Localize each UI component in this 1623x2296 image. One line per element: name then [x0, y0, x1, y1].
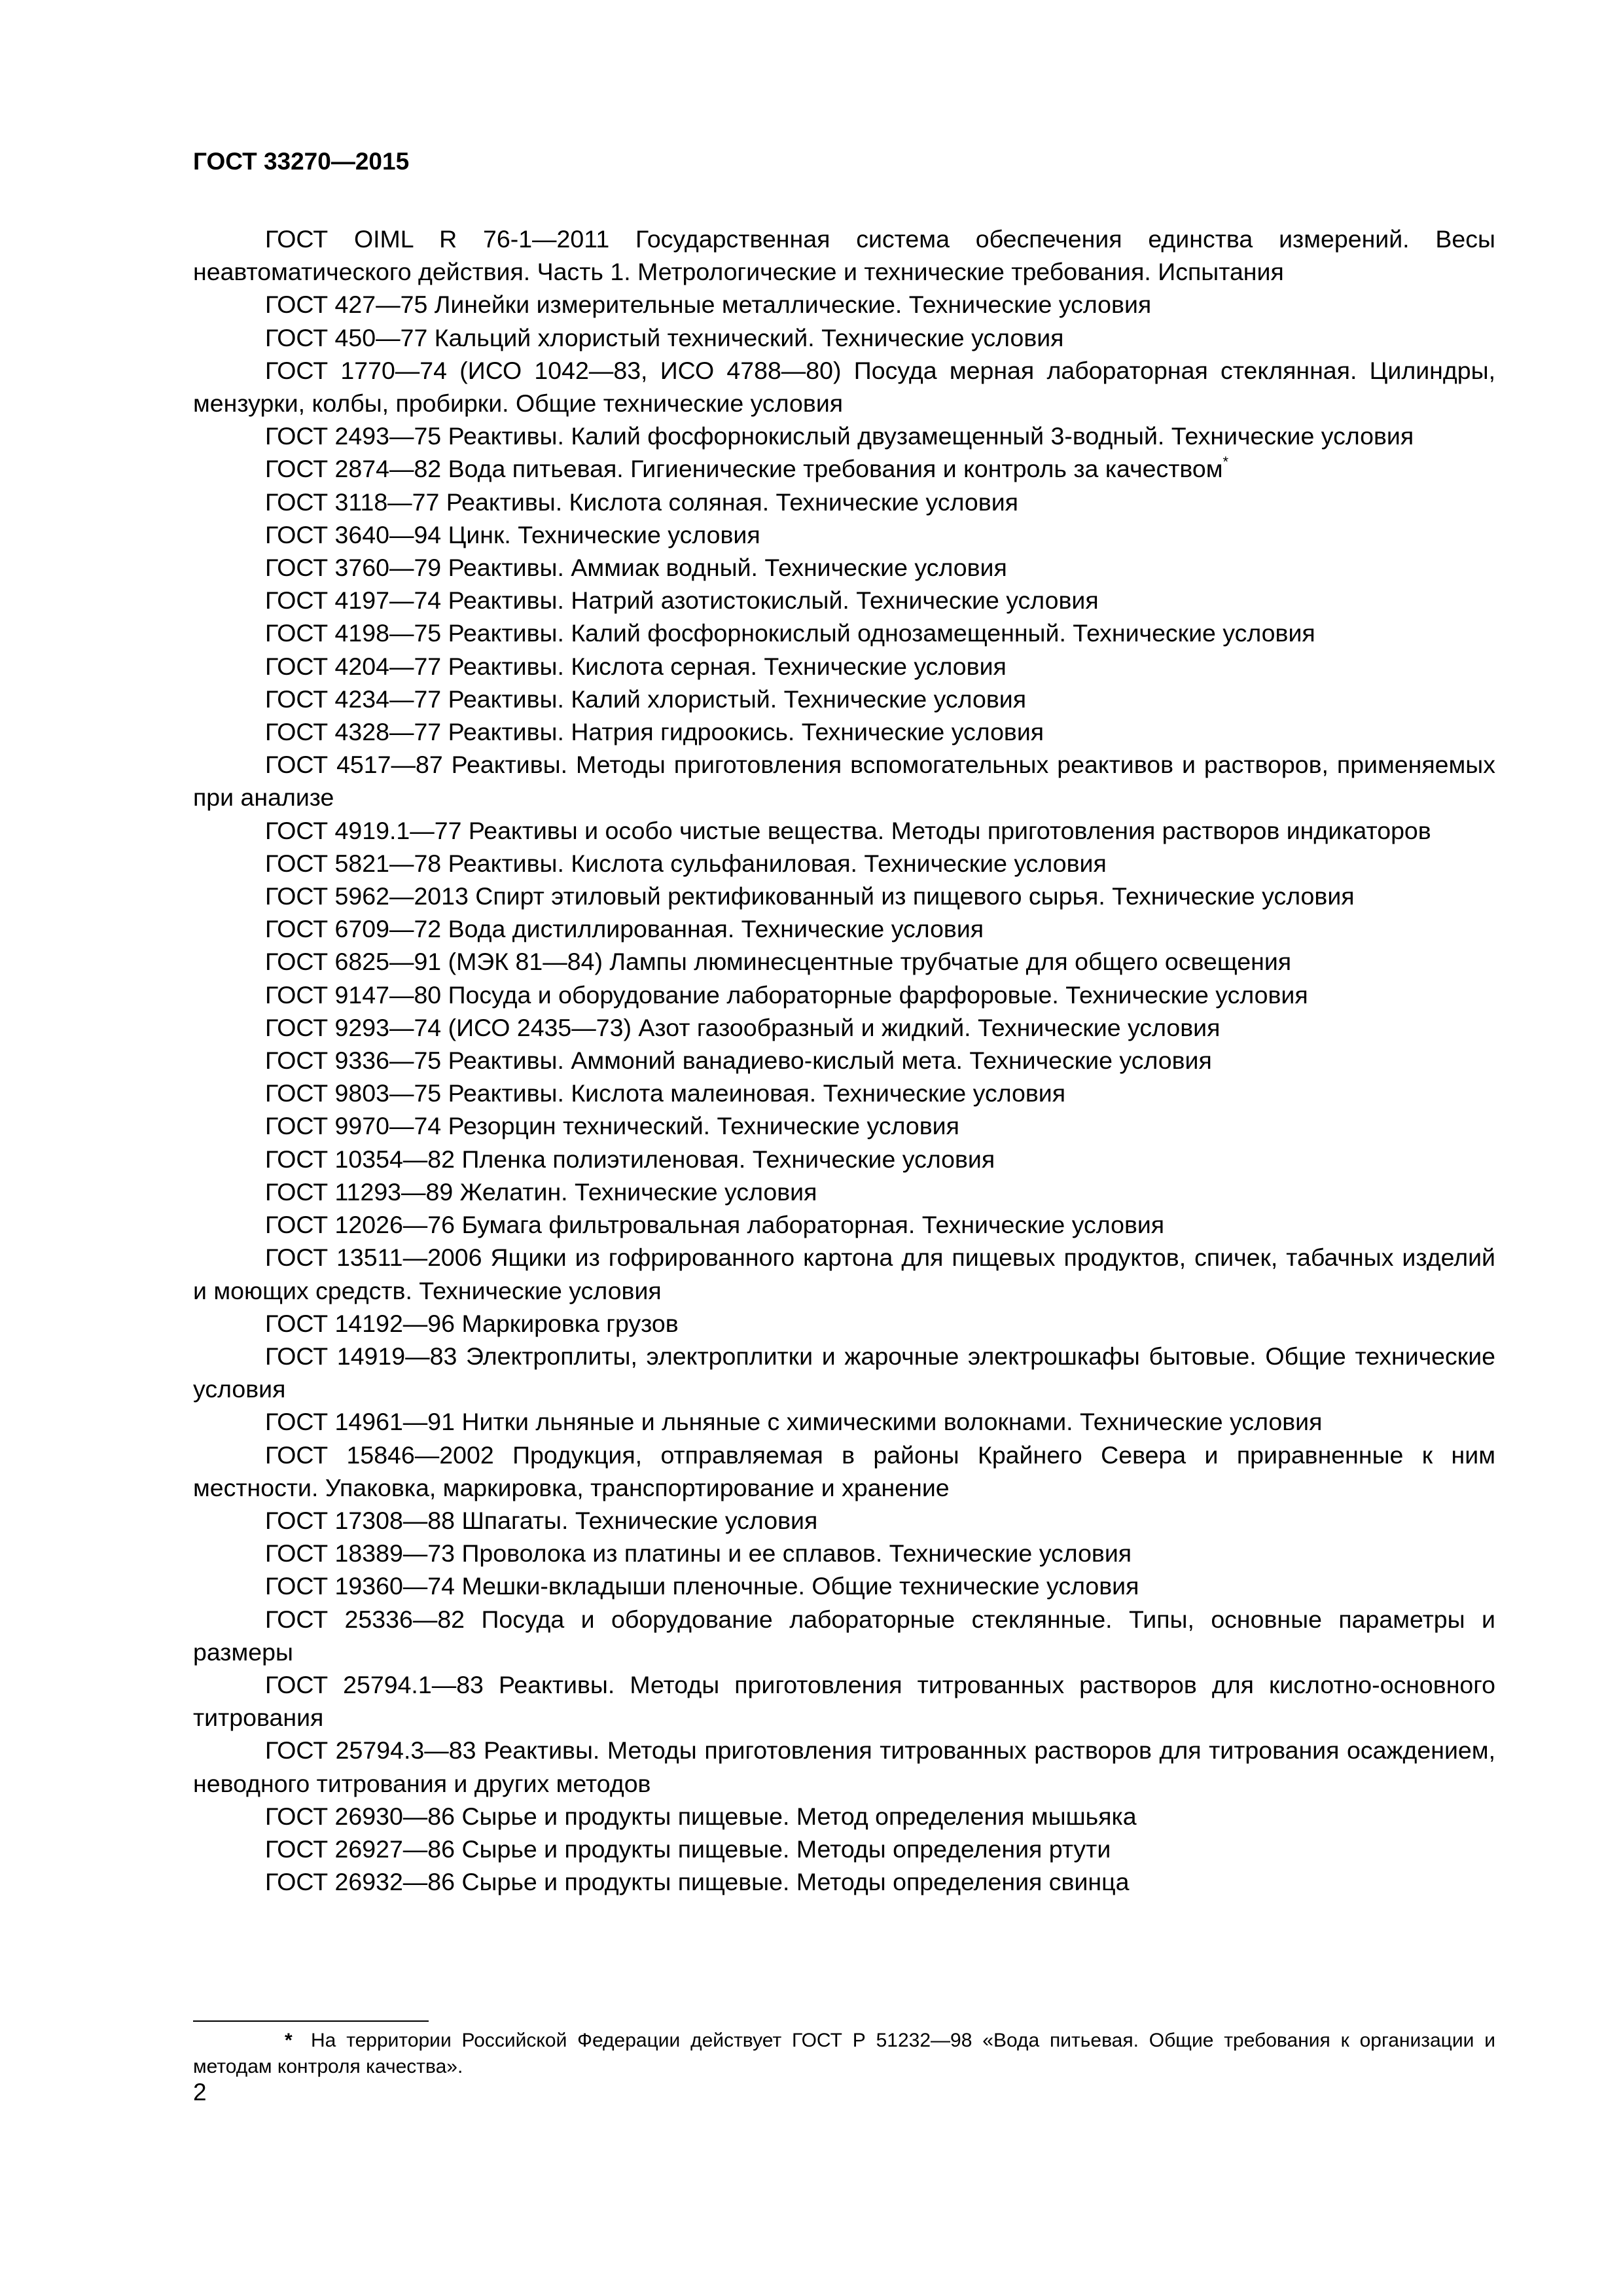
reference-item — [193, 1241, 1495, 1306]
reference-item — [193, 617, 1495, 649]
footnote-divider — [193, 2020, 429, 2022]
footnote — [193, 2028, 1495, 2080]
reference-item — [193, 1175, 1495, 1208]
reference-item — [193, 847, 1495, 880]
footnote-mark: * — [285, 2030, 293, 2051]
reference-item — [193, 584, 1495, 617]
reference-item — [193, 452, 1495, 485]
reference-text: ГОСТ 14919—83 Электроплиты, электроплитки и жарочные электрошкафы бытовые. Общие технические условия — [193, 1342, 1495, 1403]
reference-item — [193, 912, 1495, 945]
reference-item — [193, 223, 1495, 288]
reference-item — [193, 814, 1495, 847]
reference-text: ГОСТ 5962—2013 Спирт этиловый ректификованный из пищевого сырья. Технические условия — [265, 882, 1355, 910]
reference-text: ГОСТ 14961—91 Нитки льняные и льняные с химическими волокнами. Технические условия — [265, 1408, 1323, 1436]
reference-text: ГОСТ 25794.1—83 Реактивы. Методы приготовления титрованных растворов для кислотно-основного титрования — [193, 1670, 1495, 1732]
reference-text: ГОСТ 25336—82 Посуда и оборудование лабораторные стеклянные. Типы, основные параметры и размеры — [193, 1605, 1495, 1666]
reference-item — [193, 321, 1495, 354]
reference-item — [193, 1077, 1495, 1109]
reference-item — [193, 354, 1495, 420]
reference-item — [193, 1504, 1495, 1537]
reference-text: ГОСТ 4204—77 Реактивы. Кислота серная. Технические условия — [265, 652, 1007, 680]
reference-text: ГОСТ 14192—96 Маркировка грузов — [265, 1309, 679, 1337]
reference-item — [193, 1143, 1495, 1175]
reference-text: ГОСТ 9336—75 Реактивы. Аммоний ванадиево-кислый мета. Технические условия — [265, 1047, 1212, 1075]
reference-text: ГОСТ 450—77 Кальций хлористый технический. Технические условия — [265, 323, 1064, 351]
reference-text: ГОСТ 2874—82 Вода питьевая. Гигиенические требования и контроль за качеством — [265, 455, 1223, 483]
reference-item — [193, 1208, 1495, 1241]
reference-item — [193, 1340, 1495, 1405]
reference-item — [193, 978, 1495, 1011]
reference-item — [193, 1439, 1495, 1504]
reference-text: ГОСТ 11293—89 Желатин. Технические условия — [265, 1177, 817, 1206]
reference-text: ГОСТ 26930—86 Сырье и продукты пищевые. Метод определения мышьяка — [265, 1802, 1137, 1830]
reference-text: ГОСТ OIML R 76-1—2011 Государственная система обеспечения единства измерений. Весы неавтоматического действия. Часть 1. Метрологические и технические требования. Испытания — [193, 225, 1495, 286]
reference-text: ГОСТ 3640—94 Цинк. Технические условия — [265, 520, 760, 548]
reference-text: ГОСТ 25794.3—83 Реактивы. Методы приготовления титрованных растворов для титрования осаждением, неводного титрования и других методов — [193, 1736, 1495, 1797]
reference-text: ГОСТ 4197—74 Реактивы. Натрий азотистокислый. Технические условия — [265, 586, 1099, 615]
reference-item — [193, 1307, 1495, 1340]
reference-item — [193, 683, 1495, 715]
reference-text: ГОСТ 2493—75 Реактивы. Калий фосфорнокислый двузамещенный 3-водный. Технические условия — [265, 422, 1414, 450]
reference-text: ГОСТ 9970—74 Резорцин технический. Технические условия — [265, 1112, 959, 1140]
reference-item — [193, 1044, 1495, 1077]
footnote-reference-mark: * — [1222, 454, 1229, 471]
reference-item — [193, 1011, 1495, 1044]
reference-text: ГОСТ 5821—78 Реактивы. Кислота сульфаниловая. Технические условия — [265, 849, 1107, 877]
reference-text: ГОСТ 3760—79 Реактивы. Аммиак водный. Технические условия — [265, 554, 1007, 582]
reference-item — [193, 748, 1495, 814]
reference-item — [193, 1668, 1495, 1734]
document-header: ГОСТ 33270—2015 — [193, 148, 410, 175]
reference-text: ГОСТ 12026—76 Бумага фильтровальная лабораторная. Технические условия — [265, 1211, 1165, 1239]
reference-text: ГОСТ 3118—77 Реактивы. Кислота соляная. Технические условия — [265, 488, 1018, 516]
reference-item — [193, 288, 1495, 321]
reference-text: ГОСТ 4919.1—77 Реактивы и особо чистые вещества. Методы приготовления растворов индикаторов — [265, 816, 1431, 844]
footnote-text: На территории Российской Федерации действует ГОСТ Р 51232—98 «Вода питьевая. Общие требования к организации и методам контроля качества». — [193, 2030, 1495, 2077]
reference-text: ГОСТ 4198—75 Реактивы. Калий фосфорнокислый однозамещенный. Технические условия — [265, 619, 1315, 647]
reference-item — [193, 715, 1495, 748]
reference-text: ГОСТ 1770—74 (ИСО 1042—83, ИСО 4788—80) Посуда мерная лабораторная стеклянная. Цилиндры, мензурки, колбы, пробирки. Общие технические условия — [193, 356, 1495, 418]
reference-item — [193, 1734, 1495, 1799]
reference-text: ГОСТ 4234—77 Реактивы. Калий хлористый. Технические условия — [265, 685, 1027, 713]
reference-item — [193, 650, 1495, 683]
page-number: 2 — [193, 2079, 207, 2106]
reference-item — [193, 1537, 1495, 1570]
reference-item — [193, 1405, 1495, 1438]
reference-item — [193, 945, 1495, 978]
reference-text: ГОСТ 6709—72 Вода дистиллированная. Технические условия — [265, 915, 984, 943]
reference-item — [193, 518, 1495, 551]
reference-item — [193, 1109, 1495, 1142]
reference-text: ГОСТ 13511—2006 Ящики из гофрированного картона для пищевых продуктов, спичек, табачных изделий и моющих средств. Технические условия — [193, 1244, 1495, 1304]
reference-text: ГОСТ 26932—86 Сырье и продукты пищевые. Методы определения свинца — [265, 1868, 1130, 1896]
reference-text: ГОСТ 15846—2002 Продукция, отправляемая в районы Крайнего Севера и приравненные к ним местности. Упаковка, маркировка, транспортирование и хранение — [193, 1441, 1495, 1501]
reference-item — [193, 1603, 1495, 1668]
reference-text: ГОСТ 19360—74 Мешки-вкладыши пленочные. Общие технические условия — [265, 1572, 1139, 1600]
reference-text: ГОСТ 9147—80 Посуда и оборудование лабораторные фарфоровые. Технические условия — [265, 980, 1308, 1009]
reference-item — [193, 1800, 1495, 1833]
reference-text: ГОСТ 427—75 Линейки измерительные металлические. Технические условия — [265, 291, 1152, 319]
reference-text: ГОСТ 9293—74 (ИСО 2435—73) Азот газообразный и жидкий. Технические условия — [265, 1013, 1221, 1041]
reference-text: ГОСТ 9803—75 Реактивы. Кислота малеиновая. Технические условия — [265, 1079, 1066, 1107]
reference-item — [193, 1570, 1495, 1602]
reference-text: ГОСТ 17308—88 Шпагаты. Технические условия — [265, 1506, 818, 1534]
reference-text: ГОСТ 4517—87 Реактивы. Методы приготовления вспомогательных реактивов и растворов, применяемых при анализе — [193, 751, 1495, 812]
reference-item — [193, 486, 1495, 518]
reference-text: ГОСТ 4328—77 Реактивы. Натрия гидроокись. Технические условия — [265, 718, 1044, 746]
reference-item — [193, 551, 1495, 584]
reference-item — [193, 1865, 1495, 1898]
reference-text: ГОСТ 10354—82 Пленка полиэтиленовая. Технические условия — [265, 1145, 995, 1173]
reference-item — [193, 880, 1495, 912]
reference-item — [193, 1833, 1495, 1865]
reference-text: ГОСТ 6825—91 (МЭК 81—84) Лампы люминесцентные трубчатые для общего освещения — [265, 948, 1292, 976]
reference-text: ГОСТ 26927—86 Сырье и продукты пищевые. Методы определения ртути — [265, 1835, 1111, 1863]
reference-text: ГОСТ 18389—73 Проволока из платины и ее сплавов. Технические условия — [265, 1539, 1132, 1568]
normative-references-list — [193, 223, 1495, 1898]
reference-item — [193, 420, 1495, 452]
